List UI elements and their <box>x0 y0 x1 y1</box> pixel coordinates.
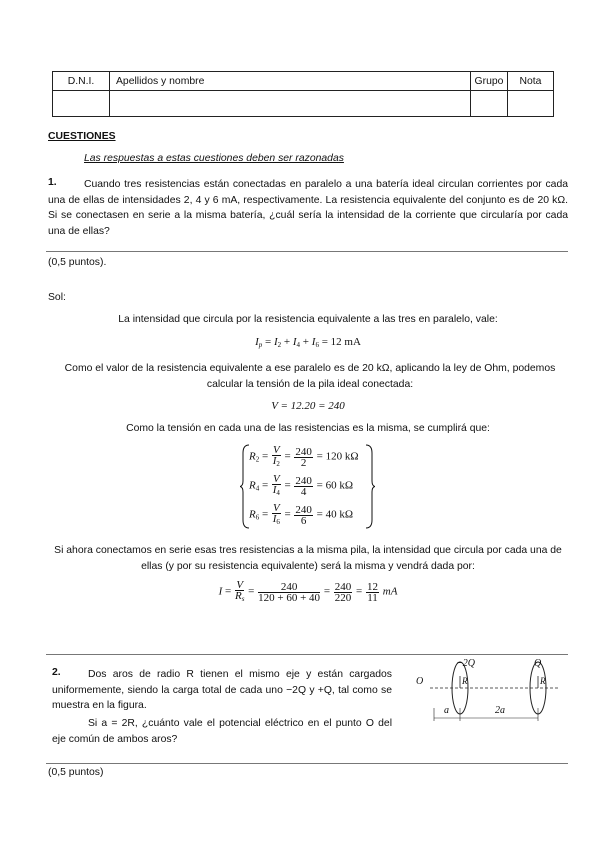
equation-final-current: I = $\frac{V}{R_s}$ = $\frac{240}{120 + 60 + 40}$ = $\frac{240}{220}$ = $\frac{12}{11}$ mA <box>218 579 398 604</box>
rings-drawing <box>412 660 562 722</box>
q2-number: 2. <box>52 667 61 678</box>
name-cell[interactable] <box>110 91 471 117</box>
equation-voltage: V = 12.20 = 240 <box>271 400 345 412</box>
divider <box>46 763 568 764</box>
system-row-3: $R_6$ = $\frac{V}{I_6}$ = $\frac{240}{6}$ = 40 kΩ <box>249 502 354 527</box>
system-row-1: $R_2$ = $\frac{V}{I_2}$ = $\frac{240}{2}$ = 120 kΩ <box>249 444 359 469</box>
q2-text-1: Dos aros de radio R tienen el mismo eje y están cargados uniformemente, siendo la carga total de cada uno −2Q y +Q, tal como se muestra en la figura. <box>52 669 392 711</box>
dni-cell[interactable] <box>53 91 110 117</box>
sol-paragraph-1: La intensidad que circula por la resistencia equivalente a las tres en paralelo, vale: <box>118 314 498 325</box>
radius-label: R <box>462 676 468 686</box>
resistance-system <box>240 443 375 530</box>
equation-current-sum: $I_p = I_2 + I_4 + I_6 = 12$ mA <box>255 336 361 349</box>
q2-points: (0,5 puntos) <box>48 767 104 778</box>
rings-figure <box>412 660 562 722</box>
grade-cell[interactable] <box>508 91 554 117</box>
grade-header: Nota <box>508 72 554 91</box>
q1-text: Cuando tres resistencias están conectadas en paralelo a una batería ideal circulan corrientes por cada una de ellas de intensidades 2, 4 y 6 mA, respectivamente. La resistencia equivalente del conjunto es de 20 kΩ. Si se conectasen en serie a la misma batería, ¿cuál sería la intensidad de la corriente que circularía por cada una de ellas? <box>48 179 568 237</box>
distance-2a-label: 2a <box>495 705 505 716</box>
q1-points: (0,5 puntos). <box>48 257 107 268</box>
section-subtitle: Las respuestas a estas cuestiones deben ser razonadas <box>84 153 344 164</box>
distance-a-label: a <box>444 705 449 716</box>
group-cell[interactable] <box>471 91 508 117</box>
sol-label: Sol: <box>48 292 66 303</box>
dni-header: D.N.I. <box>53 72 110 91</box>
q1-number: 1. <box>48 177 57 188</box>
charge-neg-label: −2Q <box>456 658 475 669</box>
point-o-label: O <box>416 676 424 687</box>
sol-paragraph-2: Como el valor de la resistencia equivalente a ese paralelo es de 20 kΩ, aplicando la ley de Ohm, podemos calcular la tensión de la pila ideal conectada: <box>64 363 556 390</box>
divider <box>46 251 568 252</box>
sol-paragraph-3: Como la tensión en cada una de las resistencias es la misma, se cumplirá que: <box>126 423 490 434</box>
system-row-2: $R_4$ = $\frac{V}{I_4}$ = $\frac{240}{4}$ = 60 kΩ <box>249 473 354 498</box>
charge-pos-label: Q <box>534 658 542 669</box>
section-title: CUESTIONES <box>48 131 116 142</box>
divider <box>46 654 568 655</box>
group-header: Grupo <box>471 72 508 91</box>
student-info-table <box>52 71 554 117</box>
name-header: Apellidos y nombre <box>110 72 471 91</box>
sol-paragraph-4: Si ahora conectamos en serie esas tres resistencias a la misma pila, la intensidad que circula por cada una de ellas (y por su resistencia equivalente) será la misma y vendrá dada por: <box>54 545 562 572</box>
q2-text-2: Si a = 2R, ¿cuánto vale el potencial eléctrico en el punto O del eje común de ambos aros? <box>52 718 392 745</box>
radius-label: R <box>540 676 546 686</box>
